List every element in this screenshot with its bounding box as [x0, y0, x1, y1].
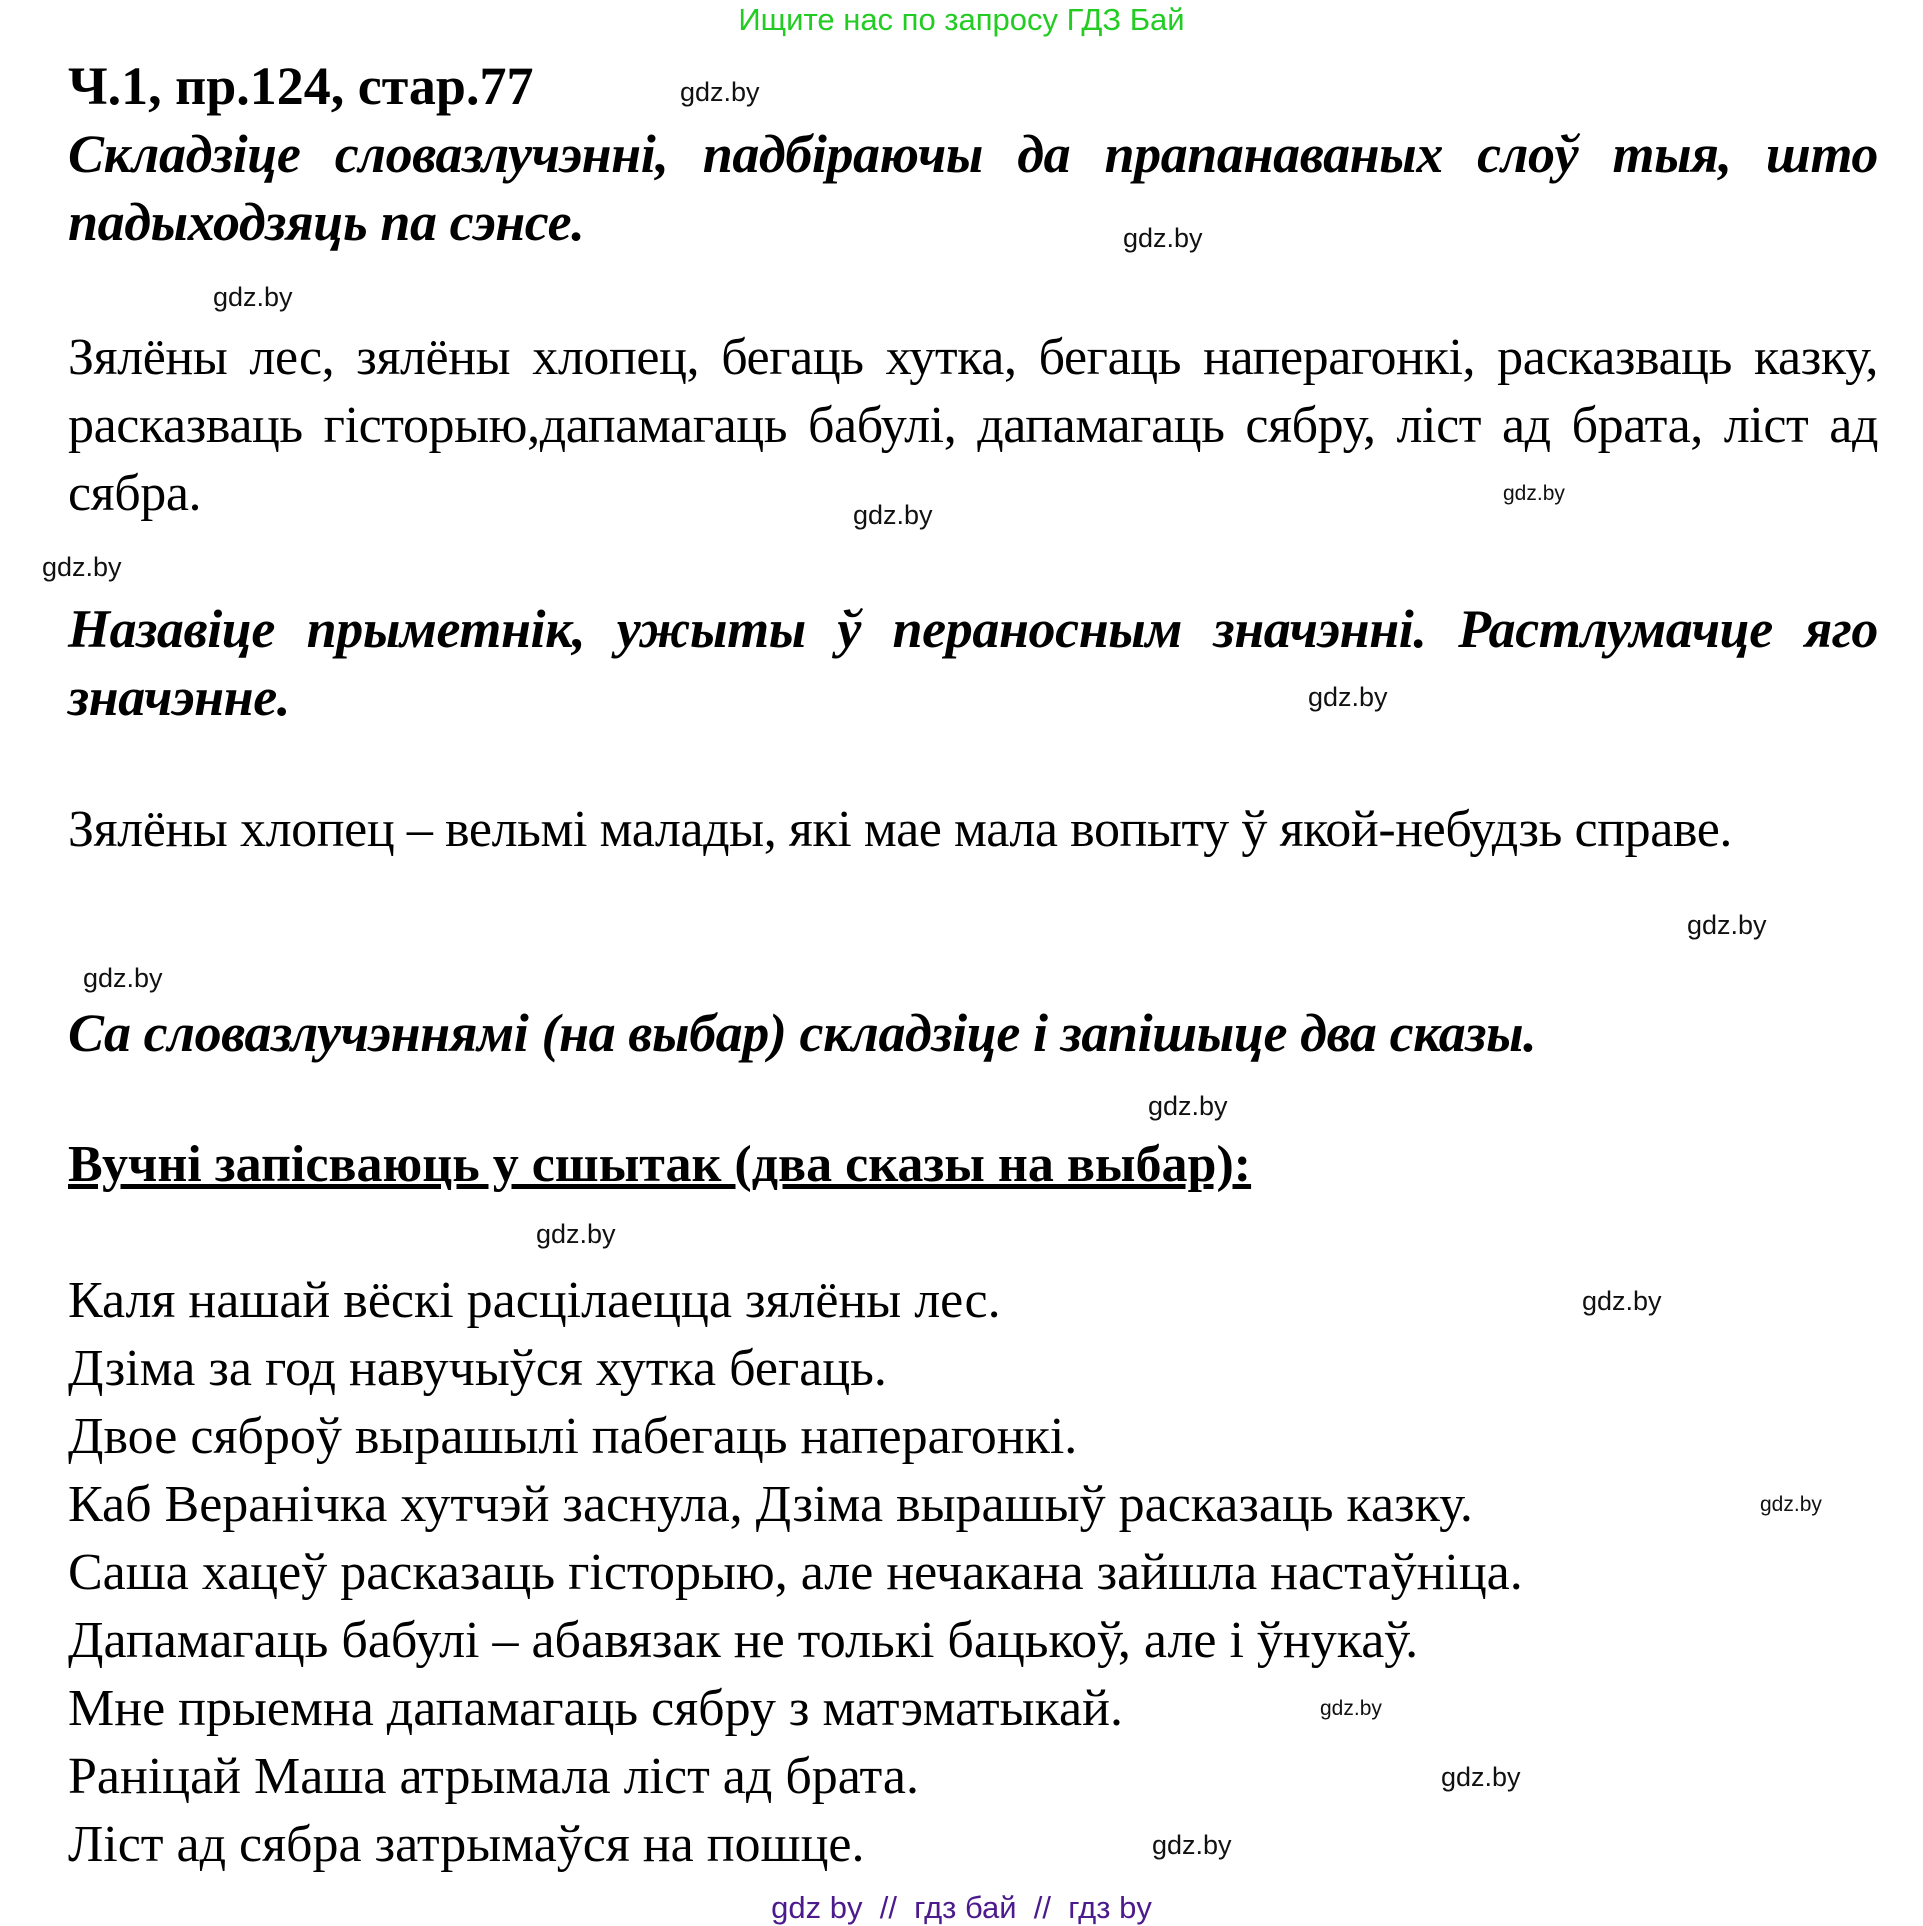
- watermark: gdz.by: [1760, 1493, 1822, 1516]
- sentence: Двое сяброў вырашылі пабегаць наперагонкі.: [68, 1408, 1078, 1465]
- sentence: Дзіма за год навучыўся хутка бегаць.: [68, 1340, 887, 1397]
- watermark: gdz.by: [1308, 682, 1388, 712]
- watermark: gdz.by: [1582, 1286, 1662, 1316]
- answer-1: Зялёны лес, зялёны хлопец, бегаць хутка, бегаць наперагонкі, расказваць казку, расказваць гісторыю,дапамагаць бабулі, дапамагаць сябру, ліст ад брата, ліст ад сябра.: [68, 329, 1878, 522]
- sentence: Мне прыемна дапамагаць сябру з матэматыкай.: [68, 1680, 1123, 1737]
- watermark: gdz.by: [1441, 1762, 1521, 1792]
- page-title: Ч.1, пр.124, стар.77: [68, 56, 534, 116]
- watermark: gdz.by: [1503, 482, 1565, 505]
- watermark: gdz.by: [1320, 1697, 1382, 1720]
- watermark: gdz.by: [680, 77, 760, 107]
- watermark: gdz.by: [213, 282, 293, 312]
- watermark: gdz.by: [1123, 223, 1203, 253]
- footer-links: gdz by // гдз бай // гдз by: [771, 1890, 1152, 1925]
- sentence: Саша хацеў расказаць гісторыю, але нечакана зайшла настаўніца.: [68, 1544, 1523, 1601]
- sentence: Ліст ад сябра затрымаўся на пошце.: [68, 1816, 865, 1873]
- answer-heading: Вучні запісваюць у сшытак (два сказы на выбар):: [68, 1136, 1252, 1193]
- sentence-list: [68, 1267, 1523, 1879]
- watermark: gdz.by: [1148, 1091, 1228, 1121]
- task-2: Назавіце прыметнік, ужыты ў пераносным значэнні. Растлумачце яго значэнне.: [68, 599, 1878, 727]
- sentence: Каля нашай вёскі расцілаецца зялёны лес.: [68, 1272, 1001, 1329]
- sentence: Раніцай Маша атрымала ліст ад брата.: [68, 1748, 919, 1805]
- watermark: gdz.by: [1152, 1830, 1232, 1860]
- answer-2: Зялёны хлопец – вельмі малады, які мае мала вопыту ў якой-небудзь справе.: [68, 801, 1733, 858]
- watermark: gdz.by: [853, 500, 933, 530]
- watermark: gdz.by: [1687, 910, 1767, 940]
- watermark: gdz.by: [536, 1219, 616, 1249]
- watermark: gdz.by: [83, 963, 163, 993]
- task-1: Складзіце словазлучэнні, падбіраючы да прапанаваных слоў тыя, што падыходзяць па сэнсе.: [68, 124, 1878, 252]
- sentence: Каб Веранічка хутчэй заснула, Дзіма вырашыў расказаць казку.: [68, 1476, 1473, 1533]
- task-3: Са словазлучэннямі (на выбар) складзіце і запішыце два сказы.: [68, 1003, 1537, 1063]
- sentence: Дапамагаць бабулі – абавязак не толькі бацькоў, але і ўнукаў.: [68, 1612, 1419, 1669]
- search-banner: Ищите нас по запросу ГДЗ Бай: [738, 2, 1185, 37]
- watermark: gdz.by: [42, 552, 122, 582]
